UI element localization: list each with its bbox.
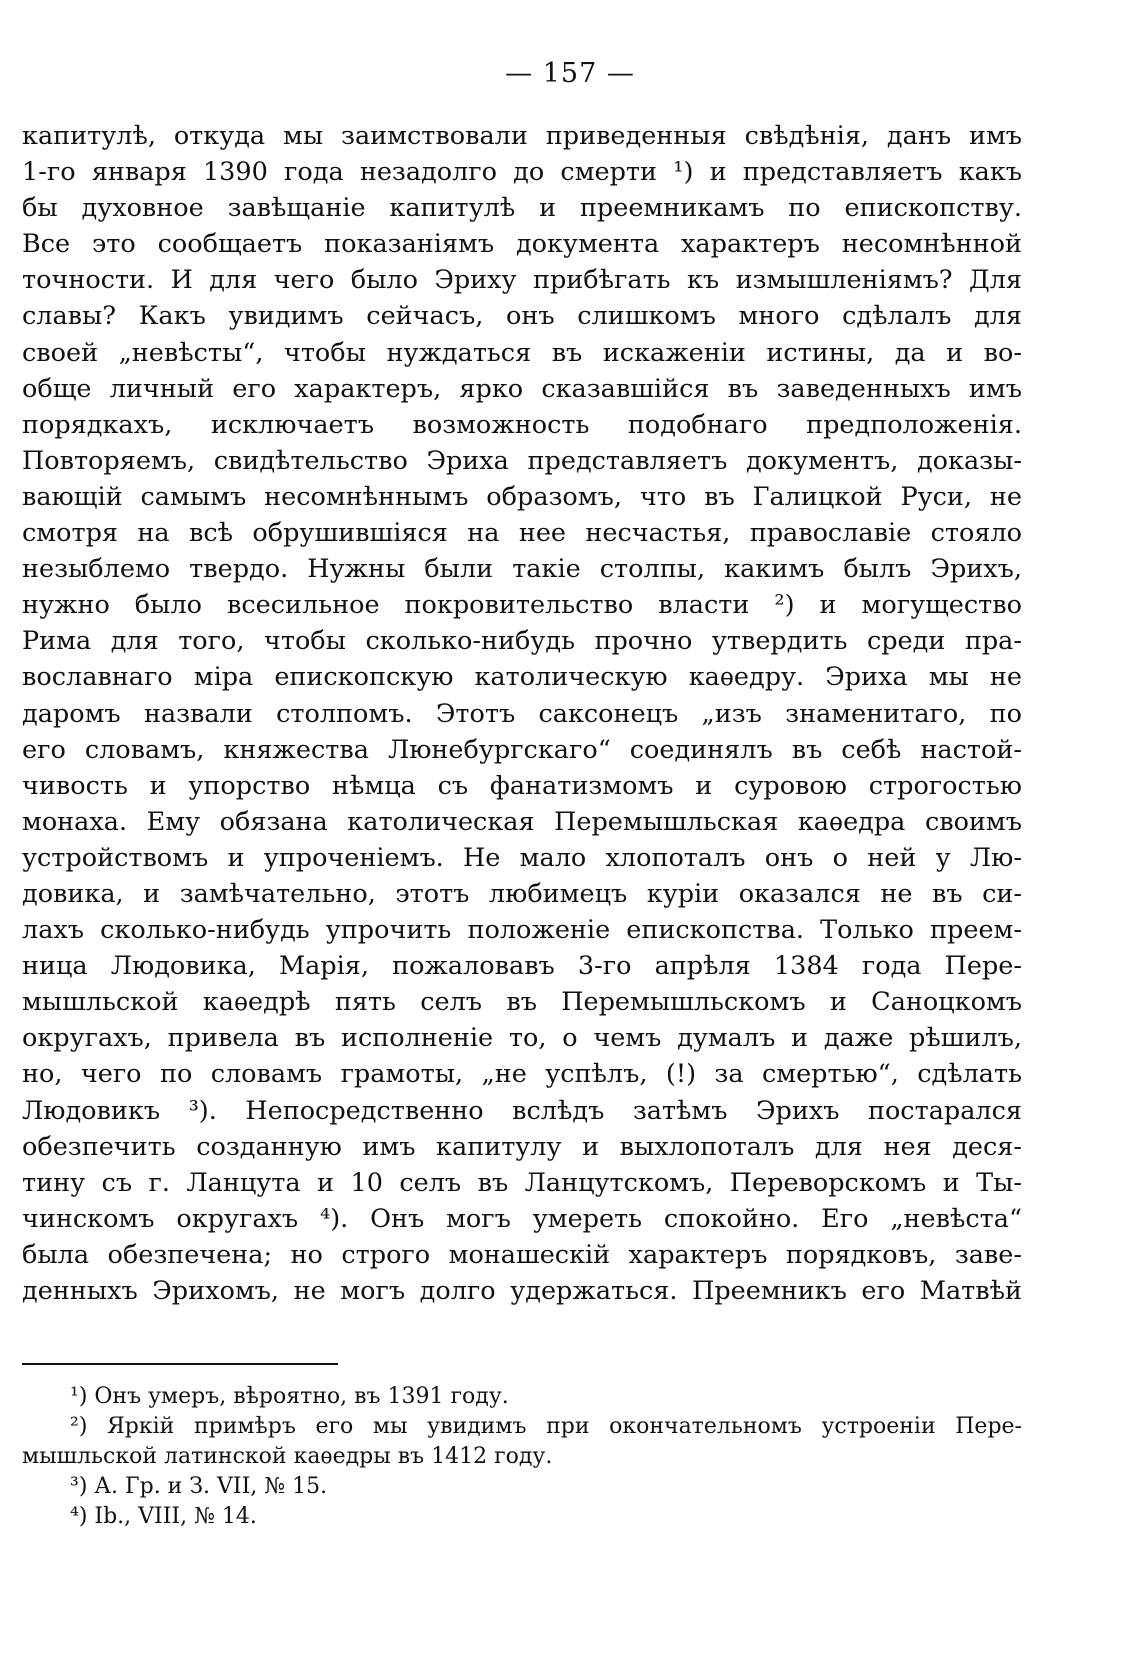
text-line: Все это сообщаетъ показаніямъ документа характеръ несомнѣнной (22, 229, 1022, 260)
text-line: Повторяемъ, свидѣтельство Эриха представляетъ документъ, доказы- (22, 445, 1022, 476)
text-line: порядкахъ, исключаетъ возможность подобнаго предположенія. (22, 409, 1022, 440)
main-text (22, 118, 1022, 1309)
text-line: нужно было всесильное покровительство власти ²) и могущество (22, 590, 1022, 621)
text-line: бы духовное завѣщаніе капитулѣ и преемникамъ по епископству. (22, 193, 1022, 224)
footnote-line: ¹) Онъ умеръ, вѣроятно, въ 1391 году. (70, 1384, 509, 1409)
footnote-line: ³) А. Гр. и З. VII, № 15. (70, 1474, 328, 1499)
text-line: капитулѣ, откуда мы заимствовали приведенныя свѣдѣнія, данъ имъ (22, 121, 1022, 151)
text-line: мышльской каѳедрѣ пять селъ въ Перемышльскомъ и Саноцкомъ (22, 987, 1022, 1018)
text-line: чинскомъ округахъ ⁴). Онъ могъ умереть спокойно. Его „невѣста“ (22, 1203, 1022, 1234)
text-line: Рима для того, чтобы сколько-нибудь прочно утвердить среди пра- (22, 626, 1022, 657)
text-line: обще личный его характеръ, ярко сказавшійся въ заведенныхъ имъ (22, 373, 1022, 404)
text-line: незыблемо твердо. Нужны были такіе столпы, какимъ былъ Эрихъ, (22, 554, 1022, 585)
text-line: смотря на всѣ обрушившіяся на нее несчастья, православіе стояло (22, 518, 1022, 549)
text-line: точности. И для чего было Эриху прибѣгать къ измышленіямъ? Для (22, 265, 1022, 296)
footnote-line: ⁴) Ib., VIII, № 14. (70, 1504, 257, 1529)
text-line: лахъ сколько-нибудь упрочить положеніе епископства. Только преем- (22, 915, 1022, 946)
footnote-separator (22, 1363, 338, 1365)
text-line: округахъ, привела въ исполненіе то, о чемъ думалъ и даже рѣшилъ, (22, 1023, 1022, 1054)
text-line: монаха. Ему обязана католическая Перемышльская каѳедра своимъ (22, 806, 1022, 837)
text-line: была обезпечена; но строго монашескій характеръ порядковъ, заве- (22, 1239, 1022, 1270)
text-line: его словамъ, княжества Люнебургскаго“ соединялъ въ себѣ настой- (22, 734, 1022, 765)
text-line: славы? Какъ увидимъ сейчасъ, онъ слишкомъ много сдѣлалъ для (22, 301, 1022, 332)
footnote-line: ²) Яркій примѣръ его мы увидимъ при окончательномъ устроеніи Пере- (70, 1414, 1022, 1439)
text-line: денныхъ Эрихомъ, не могъ долго удержаться. Преемникъ его Матвѣй (22, 1276, 1022, 1306)
text-line: 1-го января 1390 года незадолго до смерти ¹) и представляетъ какъ (22, 157, 1022, 188)
text-line: чивость и упорство нѣмца съ фанатизмомъ и суровою строгостью (22, 770, 1022, 801)
text-line: устройствомъ и упроченіемъ. Не мало хлопоталъ онъ о ней у Лю- (22, 842, 1022, 873)
text-line: довика, и замѣчательно, этотъ любимецъ куріи оказался не въ си- (22, 878, 1022, 909)
text-line: но, чего по словамъ грамоты, „не успѣлъ, (!) за смертью“, сдѣлать (22, 1059, 1022, 1090)
text-line: ница Людовика, Марія, пожаловавъ 3-го апрѣля 1384 года Пере- (22, 951, 1022, 982)
text-line: даромъ назвали столпомъ. Этотъ саксонецъ „изъ знаменитаго, по (22, 698, 1022, 729)
text-line: вославнаго міра епископскую католическую каѳедру. Эриха мы не (22, 662, 1022, 693)
footnote-line: мышльской латинской каѳедры въ 1412 году. (22, 1444, 553, 1469)
text-line: вающій самымъ несомнѣннымъ образомъ, что въ Галицкой Руси, не (22, 481, 1022, 512)
text-line: обезпечить созданную имъ капитулу и выхлопоталъ для нея деся- (22, 1131, 1022, 1162)
footnotes (22, 1382, 1022, 1532)
text-line: тину съ г. Ланцута и 10 селъ въ Ланцутскомъ, Переворскомъ и Ты- (22, 1167, 1022, 1198)
text-line: Людовикъ ³). Непосредственно вслѣдъ затѣмъ Эрихъ постарался (22, 1095, 1022, 1126)
page-number: — 157 — (505, 58, 635, 89)
text-line: своей „невѣсты“, чтобы нуждаться въ искаженіи истины, да и во- (22, 337, 1022, 368)
